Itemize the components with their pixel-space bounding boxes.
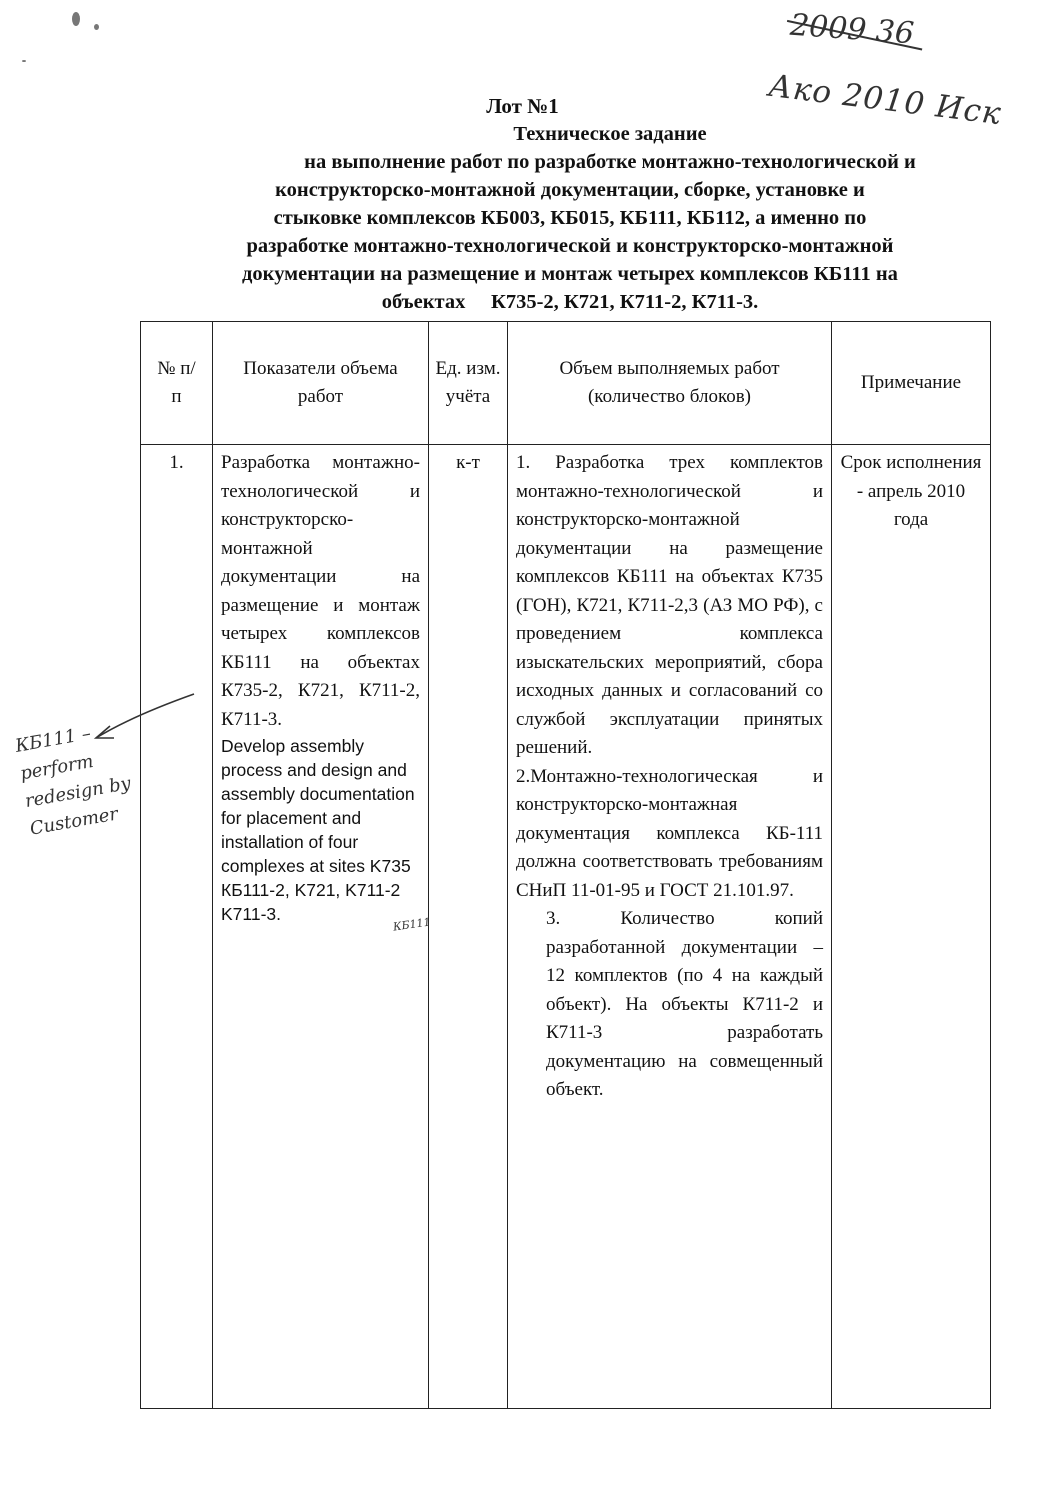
document-title xyxy=(140,92,1000,316)
scan-speck xyxy=(72,12,80,26)
indicator-text-ru: Разработка монтажно-технологической и конструкторско-монтажной документации на размещение и монтаж четырех комплексов КБ111 на объектах К735-2, К721, К711-2, К711-3. xyxy=(221,452,420,730)
handwritten-margin-note: КБ111 – perform redesign by Customer xyxy=(13,722,133,840)
title-line: стыковке комплексов КБ003, КБ015, КБ111, КБ112, а именно по xyxy=(273,207,867,229)
doc-subtitle: Техническое задание xyxy=(513,123,707,145)
work-item-1: 1. Разработка трех комплектов монтажно-технологической и конструкторско-монтажной документации на размещение комплексов КБ111 на объектах К735 (ГОН), К721, К711-2,3 (АЗ МО РФ), с проведением комплекса изыскательских мероприятий, сбора исходных данных и согласований со службой эксплуатации принятых решений. xyxy=(516,452,823,758)
handwritten-number-crossed: 2009 36 xyxy=(789,8,915,52)
lot-number: Лот №1 xyxy=(486,94,559,118)
col-header-note: Примечание xyxy=(832,322,991,445)
handwritten-note-top: Ако 2010 Иск xyxy=(766,67,1004,133)
table-row xyxy=(141,445,991,1409)
row-work-volume xyxy=(508,445,832,1409)
col-header-work-volume: Объем выполняемых работ (количество блоков) xyxy=(508,322,832,445)
title-line: на выполнение работ по разработке монтажно-технологической и xyxy=(304,151,916,173)
scan-speck xyxy=(22,60,26,62)
col-header-indicator: Показатели объема работ xyxy=(213,322,429,445)
row-number: 1. xyxy=(141,445,213,1409)
row-unit: к-т xyxy=(429,445,508,1409)
title-line: конструкторско-монтажной документации, сборке, установке и xyxy=(275,179,865,201)
handwritten-small-note: КБ111 xyxy=(392,915,432,934)
work-item-3: 3. Количество копий разработанной документации – 12 комплектов (по 4 на каждый объект). На объекты К711-2 и К711-3 разработать документацию на совмещенный объект. xyxy=(546,908,823,1100)
col-header-unit: Ед. изм. учёта xyxy=(429,322,508,445)
table-header-row xyxy=(141,322,991,445)
row-note: Срок исполнения - апрель 2010 года xyxy=(832,445,991,1409)
work-item-2: 2.Монтажно-технологическая и конструкторско-монтажная документация комплекса КБ-111 должна соответствовать требованиям СНиП 11-01-95 и ГОСТ 21.101.97. xyxy=(516,765,823,901)
scan-speck xyxy=(94,24,99,30)
title-line: объектах К735-2, К721, К711-2, К711-3. xyxy=(381,291,759,313)
indicator-text-en: Develop assembly process and design and assembly documentation for placement and installation of four complexes at sites K735 КБ111-2, K721, K711-2 K711-3. xyxy=(221,736,415,924)
title-line: документации на размещение и монтаж четырех комплексов КБ111 на xyxy=(242,263,898,285)
title-line: разработке монтажно-технологической и конструкторско-монтажной xyxy=(246,235,894,257)
works-table xyxy=(140,321,991,1409)
col-header-number: № п/п xyxy=(141,322,213,445)
